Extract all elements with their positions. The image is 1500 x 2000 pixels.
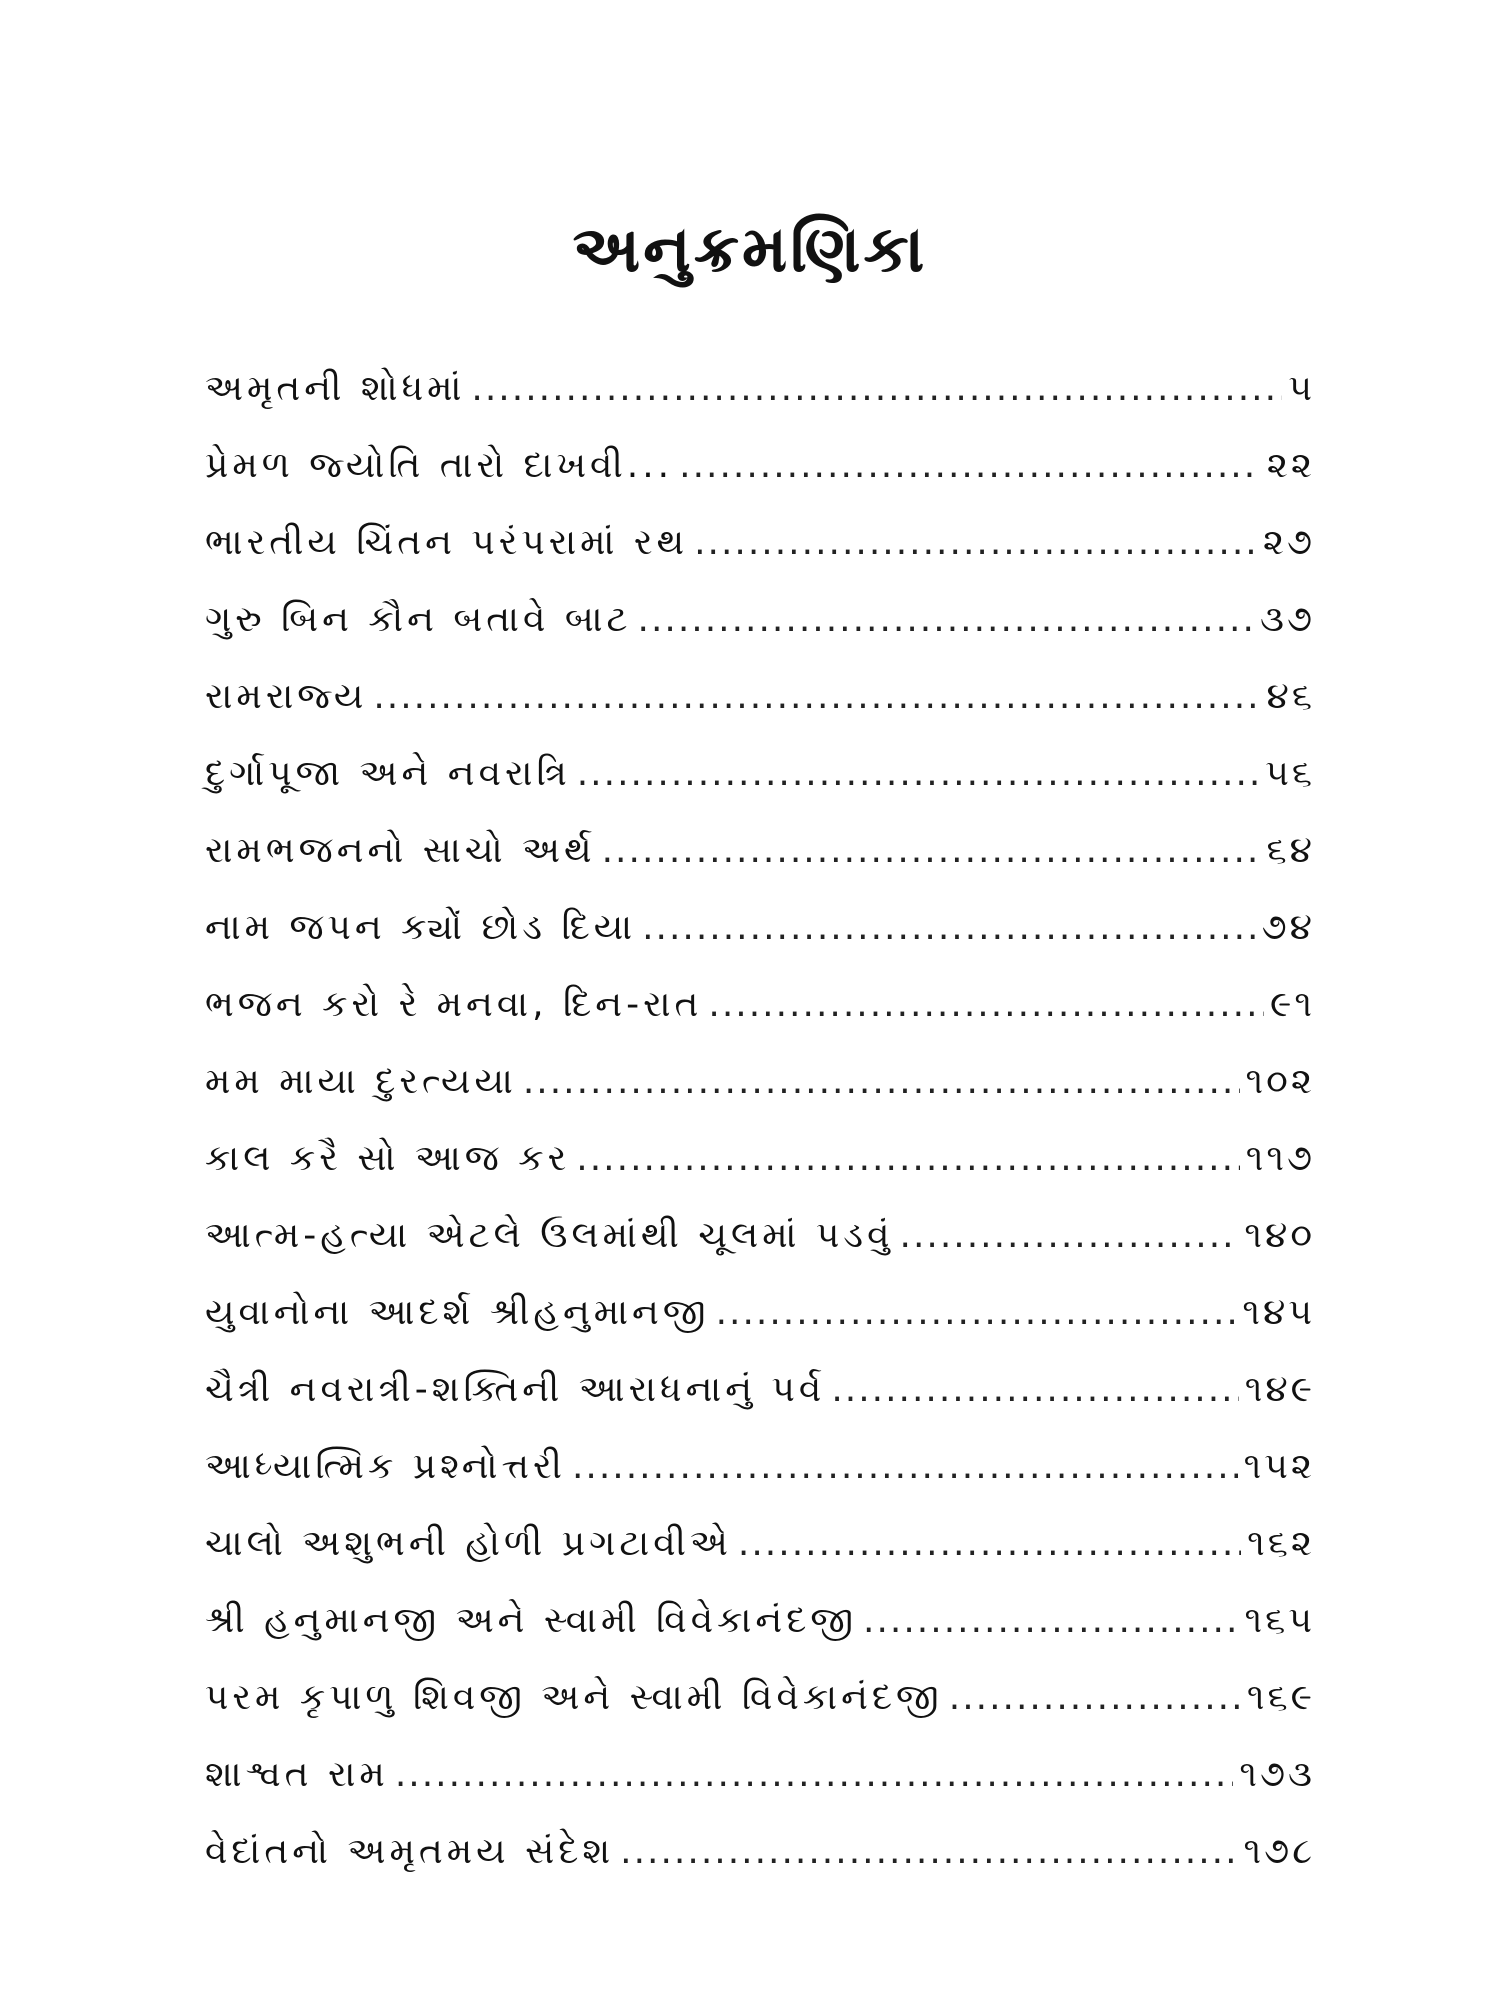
dot-leader [863, 1582, 1239, 1659]
toc-entry-title: ભારતીય ચિંતન પરંપરામાં રથ [205, 522, 689, 563]
dot-leader [373, 658, 1260, 735]
toc-entry-title: ચૈત્રી નવરાત્રી-શક્તિની આરાધનાનું પર્વ [205, 1369, 826, 1410]
toc-page-number: ૧૪૯ [1244, 1369, 1315, 1410]
toc-page-number: ૫૬ [1265, 753, 1315, 794]
toc-entry[interactable] [205, 1197, 1315, 1274]
toc-entry-title: આધ્યાત્મિક પ્રશ્નોત્તરી [205, 1446, 566, 1487]
toc-page-number: ૯૧ [1270, 984, 1315, 1025]
toc-entry[interactable] [205, 1813, 1315, 1890]
toc-page-number: ૧૦૨ [1245, 1061, 1315, 1102]
toc-entry[interactable] [205, 504, 1315, 581]
dot-leader [949, 1659, 1241, 1736]
toc-entry-title: પ્રેમળ જ્યોતિ તારો દાખવી... [205, 445, 674, 486]
toc-page-number: ૬૪ [1266, 830, 1315, 871]
toc-entry[interactable] [205, 1582, 1315, 1659]
toc-page-number: ૫ [1288, 368, 1315, 409]
toc-page-number: ૧૭૮ [1243, 1831, 1315, 1872]
toc-entry[interactable] [205, 735, 1315, 812]
toc-entry[interactable] [205, 1505, 1315, 1582]
dot-leader [831, 1351, 1238, 1428]
dot-leader [471, 350, 1282, 427]
toc-entry-title: આત્મ-હત્યા એટલે ઉલમાંથી ચૂલમાં પડવું [205, 1215, 894, 1256]
dot-leader [708, 966, 1264, 1043]
toc-page-number: ૪૬ [1266, 676, 1315, 717]
toc-page-number: ૩૭ [1260, 599, 1315, 640]
toc-page-number: ૧૬૯ [1246, 1677, 1315, 1718]
toc-entry-title: નામ જપન ક્યોં છોડ દિયા [205, 907, 637, 948]
dot-leader [523, 1043, 1240, 1120]
toc-entry-title: ભજન કરો રે મનવા, દિન-રાત [205, 984, 703, 1025]
toc-entry[interactable] [205, 350, 1315, 427]
toc-entry[interactable] [205, 889, 1315, 966]
dot-leader [642, 889, 1256, 966]
table-of-contents [205, 350, 1315, 1890]
toc-page-number: ૧૫૨ [1243, 1446, 1315, 1487]
toc-page-number: ૧૭૩ [1239, 1754, 1315, 1795]
toc-entry[interactable] [205, 966, 1315, 1043]
toc-entry-title: વેદાંતનો અમૃતમય સંદેશ [205, 1831, 615, 1872]
toc-entry[interactable] [205, 1274, 1315, 1351]
toc-entry[interactable] [205, 812, 1315, 889]
dot-leader [577, 735, 1259, 812]
dot-leader [638, 581, 1255, 658]
page-title: અનુક્રમણિકા [572, 213, 928, 287]
toc-entry-title: શ્રી હનુમાનજી અને સ્વામી વિવેકાનંદજી [205, 1600, 858, 1641]
toc-entry-title: અમૃતની શોધમાં [205, 368, 466, 409]
toc-entry-title: રામભજનનો સાચો અર્થ [205, 830, 596, 871]
toc-entry[interactable] [205, 1736, 1315, 1813]
toc-entry-title: રામરાજ્ય [205, 676, 368, 717]
toc-page-number: ૨૨ [1266, 445, 1315, 486]
toc-page-number: ૧૪૦ [1244, 1215, 1315, 1256]
toc-entry-title: દુર્ગાપૂજા અને નવરાત્રિ [205, 753, 571, 794]
toc-entry[interactable] [205, 658, 1315, 735]
toc-entry[interactable] [205, 581, 1315, 658]
toc-page-number: ૧૪૫ [1242, 1292, 1315, 1333]
dot-leader [900, 1197, 1239, 1274]
toc-entry[interactable] [205, 1120, 1315, 1197]
toc-page-number: ૧૬૫ [1244, 1600, 1315, 1641]
toc-entry-title: યુવાનોના આદર્શ શ્રીહનુમાનજી [205, 1292, 710, 1333]
toc-entry[interactable] [205, 1043, 1315, 1120]
toc-entry-title: શાશ્વત રામ [205, 1754, 389, 1795]
dot-leader [572, 1428, 1238, 1505]
toc-page-number: ૧૧૭ [1245, 1138, 1315, 1179]
toc-entry-title: પરમ કૃપાળુ શિવજી અને સ્વામી વિવેકાનંદજી [205, 1677, 943, 1718]
toc-page-number: ૨૭ [1262, 522, 1315, 563]
toc-entry[interactable] [205, 1351, 1315, 1428]
toc-page-number: ૭૪ [1261, 907, 1315, 948]
dot-leader [679, 427, 1261, 504]
toc-entry[interactable] [205, 1428, 1315, 1505]
toc-entry[interactable] [205, 1659, 1315, 1736]
dot-leader [738, 1505, 1241, 1582]
dot-leader [716, 1274, 1237, 1351]
toc-entry[interactable] [205, 427, 1315, 504]
dot-leader [576, 1120, 1239, 1197]
dot-leader [620, 1813, 1237, 1890]
dot-leader [694, 504, 1257, 581]
dot-leader [602, 812, 1261, 889]
toc-entry-title: કાલ કરૈ સો આજ કર [205, 1138, 571, 1179]
toc-page-number: ૧૬૨ [1247, 1523, 1315, 1564]
toc-entry-title: ચાલો અશુભની હોળી પ્રગટાવીએ [205, 1523, 732, 1564]
toc-entry-title: ગુરુ બિન કૌન બતાવે બાટ [205, 599, 632, 640]
toc-entry-title: મમ માયા દુરત્યયા [205, 1061, 517, 1102]
dot-leader [395, 1736, 1234, 1813]
